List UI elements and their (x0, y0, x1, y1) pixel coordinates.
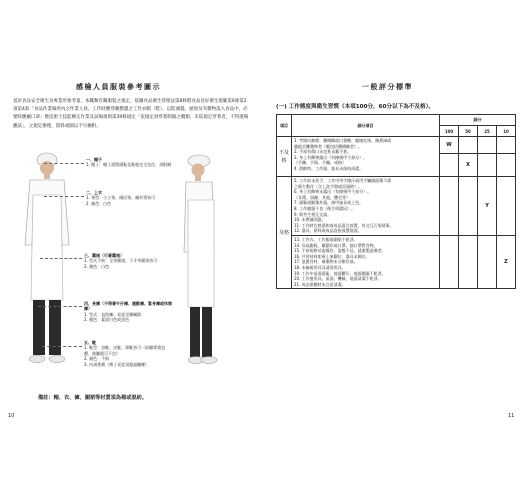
callout-top-line: 1. 領型：小立領、國民領、襯衫領皆可 (86, 195, 156, 201)
callout-line-hat (44, 163, 84, 164)
criteria-line: （耳環、項鍊、其他、體毛等） (294, 194, 350, 200)
header-criteria: 細分項目 (292, 115, 440, 137)
criteria-line: 11. 工作時在熟悉和或成品混合放置，有交互污染情事。 (294, 222, 394, 228)
callout-pants-line: 1. 型式：直筒褲、長度至踝關節 (84, 311, 142, 317)
criteria-cell (292, 235, 440, 288)
callout-apron-line: 1. 型式不拘：全身圍裙、下半身圍裙皆可 (84, 258, 158, 264)
callout-top (86, 190, 155, 206)
callout-top-head: 二、上衣 (86, 190, 102, 195)
callout-apron (84, 253, 157, 269)
criteria-line: 10. 未帶識別證。 (294, 217, 326, 223)
page-number-right: 11 (508, 413, 515, 419)
criteria-line: 2. 手部有傷口未包紮未戴手套。 (294, 149, 352, 155)
callout-hat-line: 1. 帽子：帽子需將頭髮及髮根完全包住，須附網 (86, 162, 172, 168)
criteria-line: 1. 考場內抽煙、嚼檳榔或口香糖、隨地吐痰、擤鼻涕或 (294, 138, 392, 143)
intro-paragraph: 基於食品安全衛生及專業形象考量，本職類有關服裝之規定，依據食品衛生管理法第8條暨食品良好衛生規範第6條第2項第4款「食品作業場所內之作業人員，工作時應穿戴整潔之工作衣帽（鞋），以防頭髮、頭屑及夾雜物落入食品中，必要時應戴口罩」暨技術士技能檢定作業及試場規則第39條規定「依規定須穿著制服之職類，未依規定穿著者，不得進場應試」，之規定辦理，資料或圖以不另檢附。 (13, 99, 249, 129)
table-row (277, 235, 516, 288)
criteria-cell (292, 177, 440, 236)
remark-caption: 備註：帽、衣、褲、圍裙等材質須為棉或混紡。 (38, 395, 147, 401)
callout-line-apron (40, 258, 82, 259)
score-col-10: 10 (497, 126, 516, 137)
callout-pants (84, 301, 172, 323)
criteria-line: 20. 工作後用具、桌面、機械、地面清潔不乾淨。 (294, 276, 382, 282)
criteria-line: 5. 工作前未洗手，工作中用手擦汗或用手觸摸面積不潔 (294, 178, 392, 183)
right-page (262, 0, 520, 500)
criteria-line: 17. 浪費食材、廢棄物未分類存放。 (294, 259, 358, 265)
table-header-row (277, 115, 516, 126)
left-page-title: 感檢人員服裝參考圖示 (76, 82, 161, 91)
table-row (277, 177, 516, 236)
callout-shoes-line: 1. 鞋型：包鞋、皮鞋、球鞋皆可（前腳掌需包覆，後腳跟可不包） (84, 345, 166, 356)
evaluation-table (276, 114, 516, 289)
callout-line-pants (38, 306, 82, 307)
section-title: (一) 工作態度與衛生習慣（本項100分，60分以下為不及格）。 (276, 104, 434, 110)
criteria-line: 隨地丟擲雜物者（應包括嚼檳榔者）。 (294, 143, 362, 149)
callout-hat-head: 一、帽子 (86, 157, 102, 162)
criteria-line: 之衛生動作（含上洗手間或回頭時）。 (294, 183, 362, 189)
callout-line-shoes (42, 346, 82, 347)
mark-z: Z (497, 235, 516, 288)
mark-w: W (440, 137, 459, 154)
criteria-cell (292, 137, 440, 177)
score-col-100: 100 (440, 126, 459, 137)
mark-x: X (459, 154, 478, 177)
callout-hat (86, 157, 171, 168)
criteria-line: 7. 頭髮或鬍鬚外露，指甲過長或上色。 (294, 200, 364, 206)
mark-y: Y (478, 177, 497, 236)
callout-apron-line: 2. 顏色：白色 (84, 263, 110, 269)
item-fail: 不及格 (277, 137, 292, 177)
table-row (277, 137, 516, 154)
callout-apron-head: 三、圍裙（可著圍裙） (84, 253, 124, 258)
score-col-25: 25 (478, 126, 497, 137)
callout-shoes-line: 3. 內須著襪（襪子長度須超過腳踝） (84, 361, 150, 367)
callout-pants-head: 四、長褲（不得著牛仔褲、運動褲、緊身褲或休閒褲） (84, 301, 172, 312)
criteria-line: 3. 身上有飾物露出（有擦指甲不扣分）。 (294, 154, 368, 160)
criteria-line: 19. 工作中桌面混亂，地面髒污，地面潮濕不乾淨。 (294, 270, 386, 276)
chef-side-illustration (174, 152, 224, 382)
criteria-line: （手鍊、手錶、手鐲、戒指） (294, 160, 346, 166)
criteria-line: 21. 成品裝模時未注意清潔。 (294, 281, 346, 287)
criteria-line: 9. 與考生相互交談。 (294, 211, 332, 217)
criteria-line: 12. 器具、原料或成品直接放置地面。 (294, 228, 362, 234)
criteria-line: 18. 未檢視用具及清洗用具。 (294, 264, 346, 270)
callout-line-top (44, 196, 84, 197)
criteria-line: 13. 工作衣、工作服或圍裙不乾淨。 (294, 236, 358, 242)
callout-pants-line: 2. 顏色：素面白色或黑色 (84, 317, 130, 323)
header-score: 細分 (440, 115, 516, 126)
criteria-line: 16. 共用材料如乘上來聊位，器具未歸位。 (294, 253, 370, 259)
callout-top-line: 2. 顏色：白色 (86, 200, 112, 206)
criteria-line: 8. 工作帳服不良（衛生明潔因）。 (294, 205, 356, 211)
criteria-line: 4. 酒醉時、工作服、器具未保持清潔。 (294, 165, 364, 171)
criteria-line: 14. 穿高跟鞋、戴圍巾或口罩、抽口罩對食物。 (294, 242, 378, 248)
header-item: 項目 (277, 115, 292, 137)
callout-shoes-line: 2. 顏色：不拘 (84, 356, 110, 362)
right-page-title: 一般評分標準 (362, 82, 413, 91)
criteria-line: 15. 不按規格站姿操作，姿態不佳，就業製造備者。 (294, 248, 386, 254)
criteria-line: 6. 身上有飾物未露出（有擦指甲不扣分）。 (294, 189, 372, 195)
callout-shoes-head: 五、鞋 (84, 340, 96, 345)
page-number-left: 10 (8, 413, 15, 419)
callout-shoes (84, 340, 172, 367)
score-col-50: 50 (459, 126, 478, 137)
item-pass: 及格 (277, 177, 292, 289)
